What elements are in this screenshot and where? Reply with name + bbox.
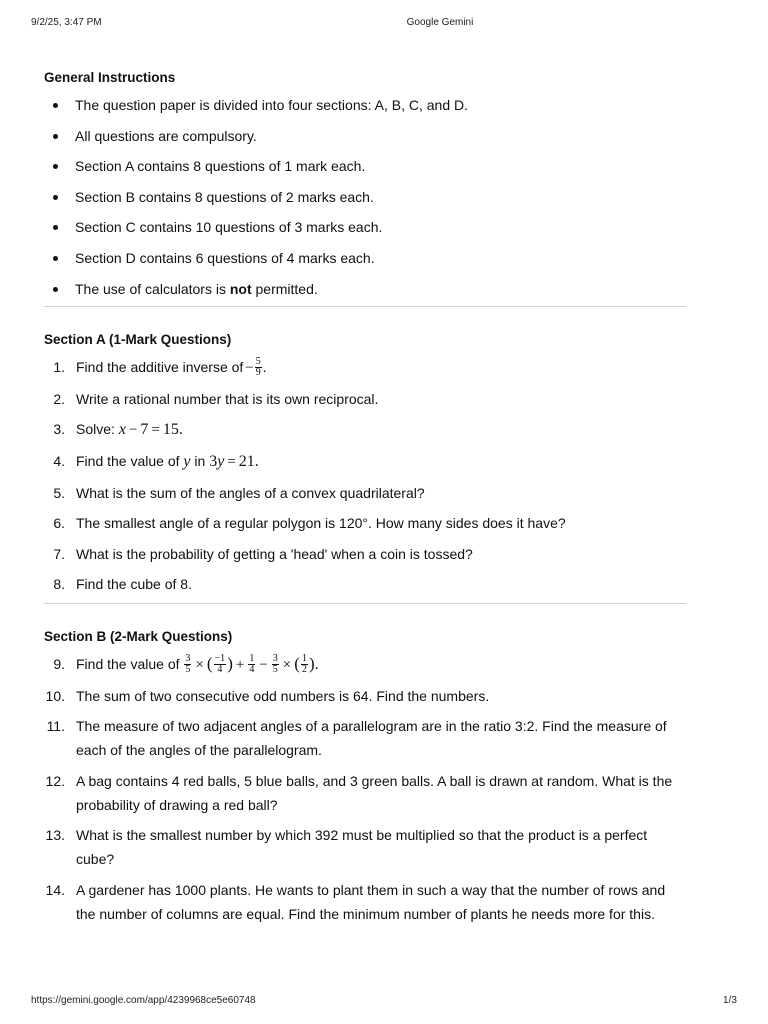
list-item: Section B contains 8 questions of 2 marks each. [44, 188, 686, 219]
print-url: https://gemini.google.com/app/4239968ce5e60748 [31, 995, 256, 1006]
list-item: Section C contains 10 questions of 3 marks each. [44, 218, 686, 249]
list-item: The use of calculators is not permitted. [44, 280, 686, 311]
question-item: 7. What is the probability of getting a 'head' when a coin is tossed? [53, 545, 473, 562]
fraction: $\frac{-1}{4}$ [214, 652, 226, 675]
emphasis-not: not [229, 280, 252, 297]
bullet-icon [53, 164, 58, 169]
question-item: 2. Write a rational number that is its own reciprocal. [53, 390, 379, 407]
list-item: The question paper is divided into four sections: A, B, C, and D. [44, 96, 686, 127]
question-item: 1. Find the additive inverse of − $\frac{5}{9}$ . [53, 355, 267, 378]
section-a-questions [44, 355, 686, 596]
print-datetime: 9/2/25, 3:47 PM [31, 17, 102, 28]
bullet-icon [53, 287, 58, 292]
fraction: $\frac{1}{4}$ [249, 652, 255, 675]
fraction: $\frac{1}{2}$ [301, 652, 307, 675]
section-a-heading: Section A (1-Mark Questions) [44, 332, 232, 348]
list-item: Section A contains 8 questions of 1 mark each. [44, 157, 686, 188]
question-item: 8. Find the cube of 8. [53, 576, 192, 593]
question-item: 13. What is the smallest number by which 392 must be multiplied so that the product is a perfect cube? [45, 827, 648, 868]
question-item: 5. What is the sum of the angles of a convex quadrilateral? [53, 484, 425, 501]
question-item: 14. A gardener has 1000 plants. He wants to plant them in such a way that the number of rows and the number of columns are equal. Find the minimum number of plants he needs more for this. [45, 881, 666, 922]
list-item: All questions are compulsory. [44, 127, 686, 158]
section-divider [44, 603, 686, 604]
section-b-questions [44, 652, 686, 926]
question-item: 6. The smallest angle of a regular polygon is 120°. How many sides does it have? [53, 515, 566, 532]
question-item: 9. Find the value of $\frac{3}{5}$ × ( $\frac{-1}{4}$ ) + $\frac{1}{4}$ − $\frac{3}{5}$ × ( $\frac{1}{2}$ ). [53, 652, 319, 675]
question-item: 10. The sum of two consecutive odd numbers is 64. Find the numbers. [45, 687, 490, 704]
bullet-icon [53, 134, 58, 139]
bullet-icon [53, 195, 58, 200]
bullet-icon [53, 225, 58, 230]
bullet-icon [53, 103, 58, 108]
print-page-number: 1/3 [723, 995, 737, 1006]
instructions-list [44, 96, 686, 310]
question-item: 12. A bag contains 4 red balls, 5 blue balls, and 3 green balls. A ball is drawn at random. What is the probability of drawing a red ball? [45, 772, 673, 813]
general-instructions-heading: General Instructions [44, 70, 176, 85]
list-item: Section D contains 6 questions of 4 marks each. [44, 249, 686, 280]
question-item: 4. Find the value of y in 3y = 21. [53, 452, 259, 470]
bullet-icon [53, 256, 58, 261]
fraction: $\frac{5}{9}$ [255, 355, 261, 378]
fraction: $\frac{3}{5}$ [272, 652, 278, 675]
section-b-heading: Section B (2-Mark Questions) [44, 628, 233, 644]
fraction: $\frac{3}{5}$ [185, 652, 191, 675]
document-body [44, 68, 686, 932]
print-page-title: Google Gemini [406, 17, 474, 28]
question-item: 11. The measure of two adjacent angles of a parallelogram are in the ratio 3:2. Find the measure of each of the angles of the parallelogram. [46, 718, 667, 759]
question-item: 3. Solve: x − 7 = 15. [53, 421, 183, 439]
